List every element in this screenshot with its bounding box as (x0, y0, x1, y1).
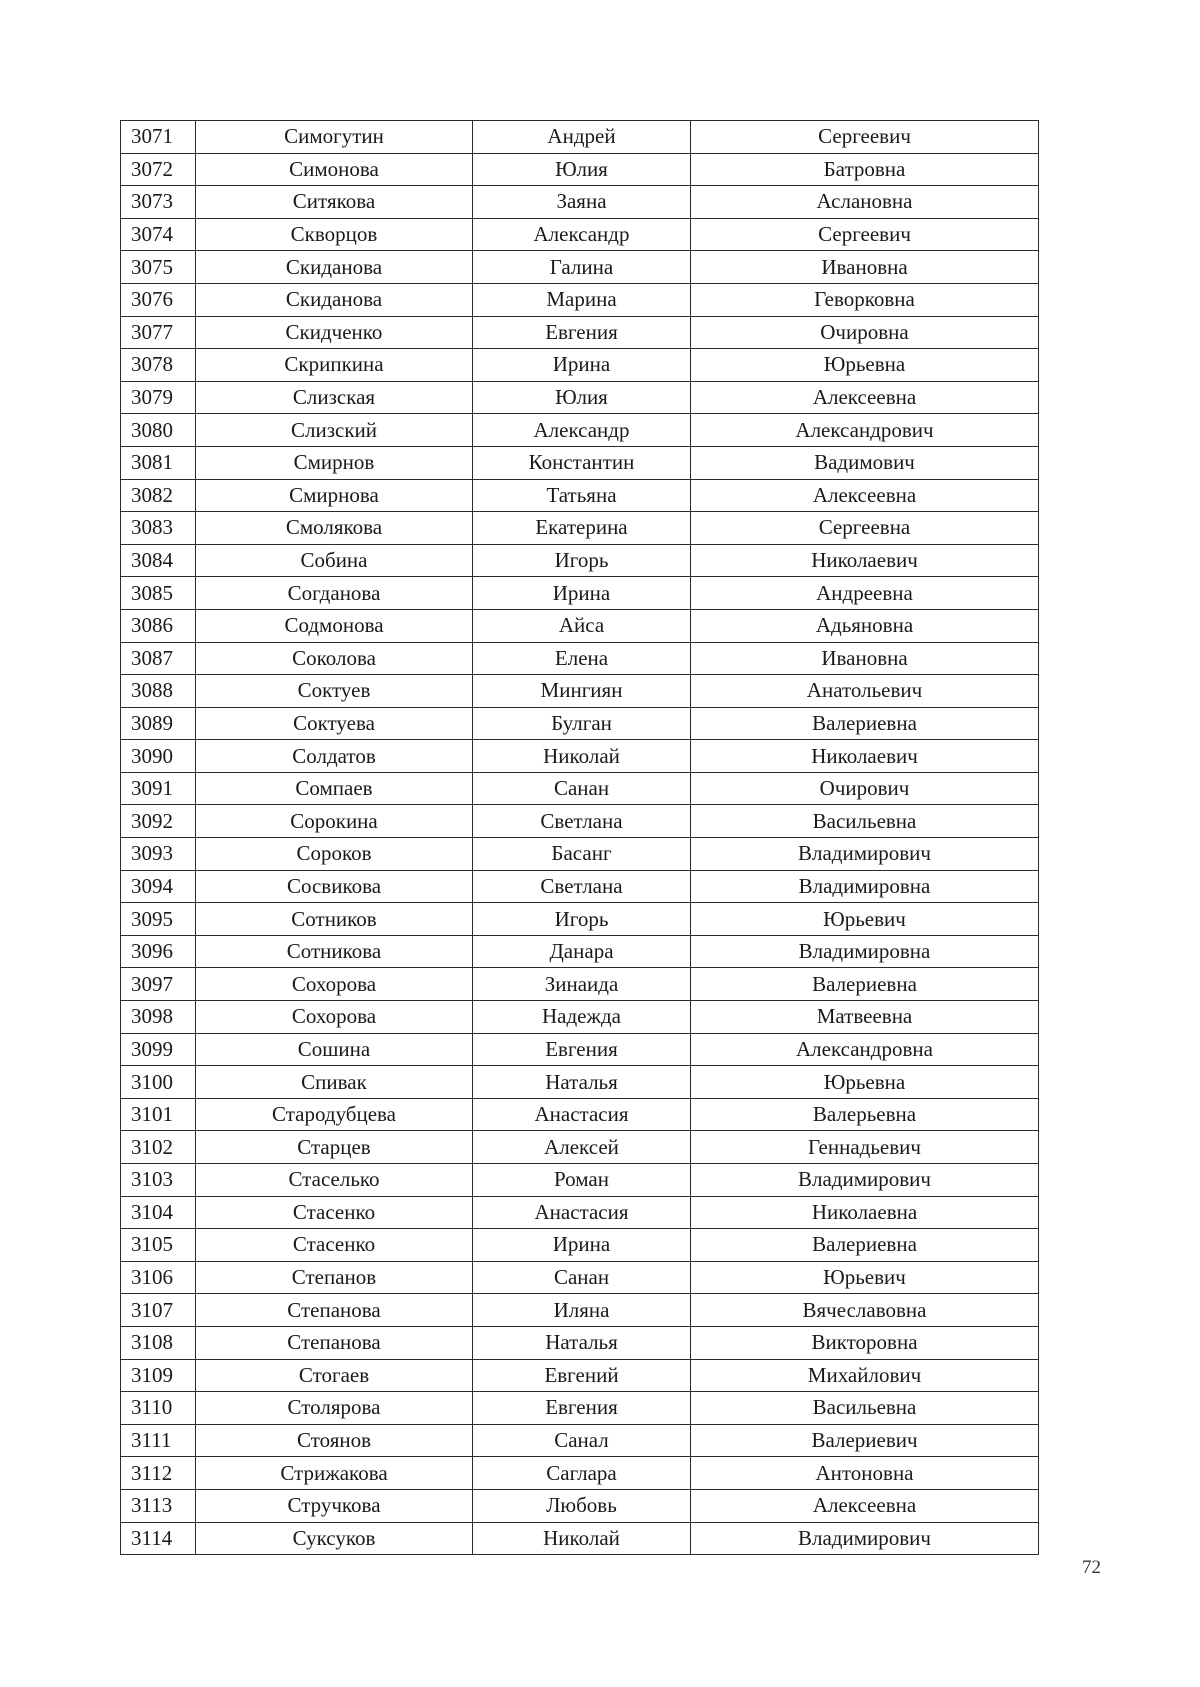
first-name-cell: Юлия (473, 381, 691, 414)
first-name-cell: Алексей (473, 1131, 691, 1164)
row-number-cell: 3088 (121, 675, 196, 708)
first-name-cell: Николай (473, 740, 691, 773)
table-row (121, 1066, 1039, 1099)
patronymic-cell: Вадимович (691, 446, 1039, 479)
last-name-cell: Скидченко (196, 316, 473, 349)
first-name-cell: Екатерина (473, 512, 691, 545)
patronymic-cell: Александровна (691, 1033, 1039, 1066)
table-row (121, 1424, 1039, 1457)
table-row (121, 1294, 1039, 1327)
table-row (121, 218, 1039, 251)
row-number-cell: 3101 (121, 1098, 196, 1131)
last-name-cell: Соктуева (196, 707, 473, 740)
table-row (121, 1489, 1039, 1522)
patronymic-cell: Батровна (691, 153, 1039, 186)
last-name-cell: Степанов (196, 1261, 473, 1294)
table-row (121, 903, 1039, 936)
table-row (121, 479, 1039, 512)
patronymic-cell: Анатольевич (691, 675, 1039, 708)
patronymic-cell: Владимировна (691, 870, 1039, 903)
row-number-cell: 3082 (121, 479, 196, 512)
last-name-cell: Стасенко (196, 1196, 473, 1229)
last-name-cell: Соколова (196, 642, 473, 675)
first-name-cell: Любовь (473, 1489, 691, 1522)
row-number-cell: 3103 (121, 1164, 196, 1197)
table-row (121, 870, 1039, 903)
row-number-cell: 3093 (121, 838, 196, 871)
last-name-cell: Смирнова (196, 479, 473, 512)
first-name-cell: Александр (473, 414, 691, 447)
last-name-cell: Слизский (196, 414, 473, 447)
patronymic-cell: Юрьевна (691, 349, 1039, 382)
table-row (121, 1098, 1039, 1131)
row-number-cell: 3087 (121, 642, 196, 675)
table-row (121, 251, 1039, 284)
table-row (121, 1229, 1039, 1262)
first-name-cell: Мингиян (473, 675, 691, 708)
patronymic-cell: Адьяновна (691, 609, 1039, 642)
row-number-cell: 3084 (121, 544, 196, 577)
row-number-cell: 3089 (121, 707, 196, 740)
first-name-cell: Светлана (473, 805, 691, 838)
table-row (121, 414, 1039, 447)
last-name-cell: Столярова (196, 1392, 473, 1425)
first-name-cell: Наталья (473, 1066, 691, 1099)
row-number-cell: 3076 (121, 283, 196, 316)
table-row (121, 740, 1039, 773)
patronymic-cell: Михайлович (691, 1359, 1039, 1392)
row-number-cell: 3096 (121, 935, 196, 968)
patronymic-cell: Алексеевна (691, 381, 1039, 414)
patronymic-cell: Вячеславовна (691, 1294, 1039, 1327)
patronymic-cell: Валериевна (691, 968, 1039, 1001)
patronymic-cell: Сергеевич (691, 218, 1039, 251)
patronymic-cell: Валерьевна (691, 1098, 1039, 1131)
row-number-cell: 3102 (121, 1131, 196, 1164)
table-row (121, 1326, 1039, 1359)
row-number-cell: 3071 (121, 121, 196, 154)
last-name-cell: Содмонова (196, 609, 473, 642)
table-row (121, 1164, 1039, 1197)
first-name-cell: Елена (473, 642, 691, 675)
last-name-cell: Смолякова (196, 512, 473, 545)
row-number-cell: 3075 (121, 251, 196, 284)
table-row (121, 805, 1039, 838)
table-row (121, 1131, 1039, 1164)
registry-table-body (121, 121, 1039, 1555)
first-name-cell: Санан (473, 772, 691, 805)
first-name-cell: Марина (473, 283, 691, 316)
first-name-cell: Санан (473, 1261, 691, 1294)
first-name-cell: Евгения (473, 1033, 691, 1066)
first-name-cell: Евгения (473, 1392, 691, 1425)
patronymic-cell: Геворковна (691, 283, 1039, 316)
first-name-cell: Татьяна (473, 479, 691, 512)
first-name-cell: Ирина (473, 349, 691, 382)
first-name-cell: Айса (473, 609, 691, 642)
table-row (121, 772, 1039, 805)
row-number-cell: 3114 (121, 1522, 196, 1555)
last-name-cell: Сомпаев (196, 772, 473, 805)
table-row (121, 1196, 1039, 1229)
row-number-cell: 3112 (121, 1457, 196, 1490)
last-name-cell: Соктуев (196, 675, 473, 708)
table-row (121, 316, 1039, 349)
first-name-cell: Данара (473, 935, 691, 968)
last-name-cell: Сороков (196, 838, 473, 871)
first-name-cell: Андрей (473, 121, 691, 154)
patronymic-cell: Очировна (691, 316, 1039, 349)
row-number-cell: 3085 (121, 577, 196, 610)
patronymic-cell: Юрьевич (691, 1261, 1039, 1294)
last-name-cell: Сотников (196, 903, 473, 936)
first-name-cell: Надежда (473, 1001, 691, 1034)
row-number-cell: 3090 (121, 740, 196, 773)
table-row (121, 121, 1039, 154)
first-name-cell: Зинаида (473, 968, 691, 1001)
first-name-cell: Игорь (473, 544, 691, 577)
row-number-cell: 3100 (121, 1066, 196, 1099)
patronymic-cell: Юрьевна (691, 1066, 1039, 1099)
table-row (121, 609, 1039, 642)
patronymic-cell: Валериевна (691, 1229, 1039, 1262)
last-name-cell: Стоянов (196, 1424, 473, 1457)
first-name-cell: Евгения (473, 316, 691, 349)
last-name-cell: Старцев (196, 1131, 473, 1164)
table-row (121, 446, 1039, 479)
last-name-cell: Сохорова (196, 1001, 473, 1034)
row-number-cell: 3077 (121, 316, 196, 349)
first-name-cell: Булган (473, 707, 691, 740)
patronymic-cell: Викторовна (691, 1326, 1039, 1359)
patronymic-cell: Ивановна (691, 642, 1039, 675)
row-number-cell: 3078 (121, 349, 196, 382)
patronymic-cell: Матвеевна (691, 1001, 1039, 1034)
patronymic-cell: Сергеевна (691, 512, 1039, 545)
table-row (121, 707, 1039, 740)
table-row (121, 544, 1039, 577)
patronymic-cell: Васильевна (691, 805, 1039, 838)
patronymic-cell: Юрьевич (691, 903, 1039, 936)
first-name-cell: Анастасия (473, 1098, 691, 1131)
row-number-cell: 3099 (121, 1033, 196, 1066)
row-number-cell: 3074 (121, 218, 196, 251)
last-name-cell: Стогаев (196, 1359, 473, 1392)
table-row (121, 1359, 1039, 1392)
patronymic-cell: Антоновна (691, 1457, 1039, 1490)
row-number-cell: 3083 (121, 512, 196, 545)
first-name-cell: Галина (473, 251, 691, 284)
page-number: 72 (1082, 1557, 1101, 1578)
table-row (121, 1261, 1039, 1294)
last-name-cell: Скиданова (196, 251, 473, 284)
first-name-cell: Роман (473, 1164, 691, 1197)
last-name-cell: Стасенко (196, 1229, 473, 1262)
patronymic-cell: Алексеевна (691, 1489, 1039, 1522)
table-row (121, 381, 1039, 414)
last-name-cell: Собина (196, 544, 473, 577)
patronymic-cell: Владимировна (691, 935, 1039, 968)
table-row (121, 968, 1039, 1001)
last-name-cell: Стародубцева (196, 1098, 473, 1131)
last-name-cell: Стрижакова (196, 1457, 473, 1490)
row-number-cell: 3073 (121, 186, 196, 219)
table-row (121, 1457, 1039, 1490)
patronymic-cell: Аслановна (691, 186, 1039, 219)
last-name-cell: Симогутин (196, 121, 473, 154)
row-number-cell: 3097 (121, 968, 196, 1001)
row-number-cell: 3080 (121, 414, 196, 447)
first-name-cell: Саглара (473, 1457, 691, 1490)
last-name-cell: Сохорова (196, 968, 473, 1001)
first-name-cell: Ирина (473, 1229, 691, 1262)
first-name-cell: Анастасия (473, 1196, 691, 1229)
table-row (121, 1033, 1039, 1066)
last-name-cell: Скрипкина (196, 349, 473, 382)
last-name-cell: Ситякова (196, 186, 473, 219)
row-number-cell: 3111 (121, 1424, 196, 1457)
last-name-cell: Сотникова (196, 935, 473, 968)
last-name-cell: Суксуков (196, 1522, 473, 1555)
last-name-cell: Смирнов (196, 446, 473, 479)
last-name-cell: Солдатов (196, 740, 473, 773)
last-name-cell: Стаселько (196, 1164, 473, 1197)
patronymic-cell: Валериевич (691, 1424, 1039, 1457)
patronymic-cell: Васильевна (691, 1392, 1039, 1425)
table-row (121, 642, 1039, 675)
row-number-cell: 3110 (121, 1392, 196, 1425)
patronymic-cell: Николаевич (691, 740, 1039, 773)
last-name-cell: Скворцов (196, 218, 473, 251)
first-name-cell: Игорь (473, 903, 691, 936)
first-name-cell: Ирина (473, 577, 691, 610)
row-number-cell: 3109 (121, 1359, 196, 1392)
patronymic-cell: Николаевич (691, 544, 1039, 577)
row-number-cell: 3081 (121, 446, 196, 479)
table-row (121, 1001, 1039, 1034)
last-name-cell: Симонова (196, 153, 473, 186)
patronymic-cell: Ивановна (691, 251, 1039, 284)
first-name-cell: Александр (473, 218, 691, 251)
last-name-cell: Спивак (196, 1066, 473, 1099)
row-number-cell: 3106 (121, 1261, 196, 1294)
patronymic-cell: Валериевна (691, 707, 1039, 740)
first-name-cell: Константин (473, 446, 691, 479)
patronymic-cell: Владимирович (691, 838, 1039, 871)
row-number-cell: 3095 (121, 903, 196, 936)
first-name-cell: Наталья (473, 1326, 691, 1359)
row-number-cell: 3072 (121, 153, 196, 186)
table-row (121, 349, 1039, 382)
table-row (121, 935, 1039, 968)
first-name-cell: Светлана (473, 870, 691, 903)
patronymic-cell: Алексеевна (691, 479, 1039, 512)
last-name-cell: Сорокина (196, 805, 473, 838)
last-name-cell: Согданова (196, 577, 473, 610)
table-row (121, 838, 1039, 871)
last-name-cell: Скиданова (196, 283, 473, 316)
row-number-cell: 3113 (121, 1489, 196, 1522)
table-row (121, 1522, 1039, 1555)
patronymic-cell: Александрович (691, 414, 1039, 447)
row-number-cell: 3107 (121, 1294, 196, 1327)
last-name-cell: Стручкова (196, 1489, 473, 1522)
table-row (121, 577, 1039, 610)
last-name-cell: Сосвикова (196, 870, 473, 903)
patronymic-cell: Владимирович (691, 1522, 1039, 1555)
row-number-cell: 3098 (121, 1001, 196, 1034)
name-registry-table (120, 120, 1039, 1555)
row-number-cell: 3104 (121, 1196, 196, 1229)
row-number-cell: 3086 (121, 609, 196, 642)
patronymic-cell: Сергеевич (691, 121, 1039, 154)
first-name-cell: Евгений (473, 1359, 691, 1392)
patronymic-cell: Очирович (691, 772, 1039, 805)
last-name-cell: Сошина (196, 1033, 473, 1066)
row-number-cell: 3105 (121, 1229, 196, 1262)
row-number-cell: 3079 (121, 381, 196, 414)
table-row (121, 512, 1039, 545)
table-row (121, 1392, 1039, 1425)
patronymic-cell: Николаевна (691, 1196, 1039, 1229)
first-name-cell: Санал (473, 1424, 691, 1457)
last-name-cell: Слизская (196, 381, 473, 414)
first-name-cell: Юлия (473, 153, 691, 186)
table-row (121, 186, 1039, 219)
table-row (121, 283, 1039, 316)
row-number-cell: 3092 (121, 805, 196, 838)
patronymic-cell: Владимирович (691, 1164, 1039, 1197)
row-number-cell: 3094 (121, 870, 196, 903)
last-name-cell: Степанова (196, 1326, 473, 1359)
table-row (121, 153, 1039, 186)
first-name-cell: Заяна (473, 186, 691, 219)
first-name-cell: Иляна (473, 1294, 691, 1327)
patronymic-cell: Геннадьевич (691, 1131, 1039, 1164)
first-name-cell: Басанг (473, 838, 691, 871)
table-row (121, 675, 1039, 708)
row-number-cell: 3108 (121, 1326, 196, 1359)
row-number-cell: 3091 (121, 772, 196, 805)
last-name-cell: Степанова (196, 1294, 473, 1327)
first-name-cell: Николай (473, 1522, 691, 1555)
patronymic-cell: Андреевна (691, 577, 1039, 610)
